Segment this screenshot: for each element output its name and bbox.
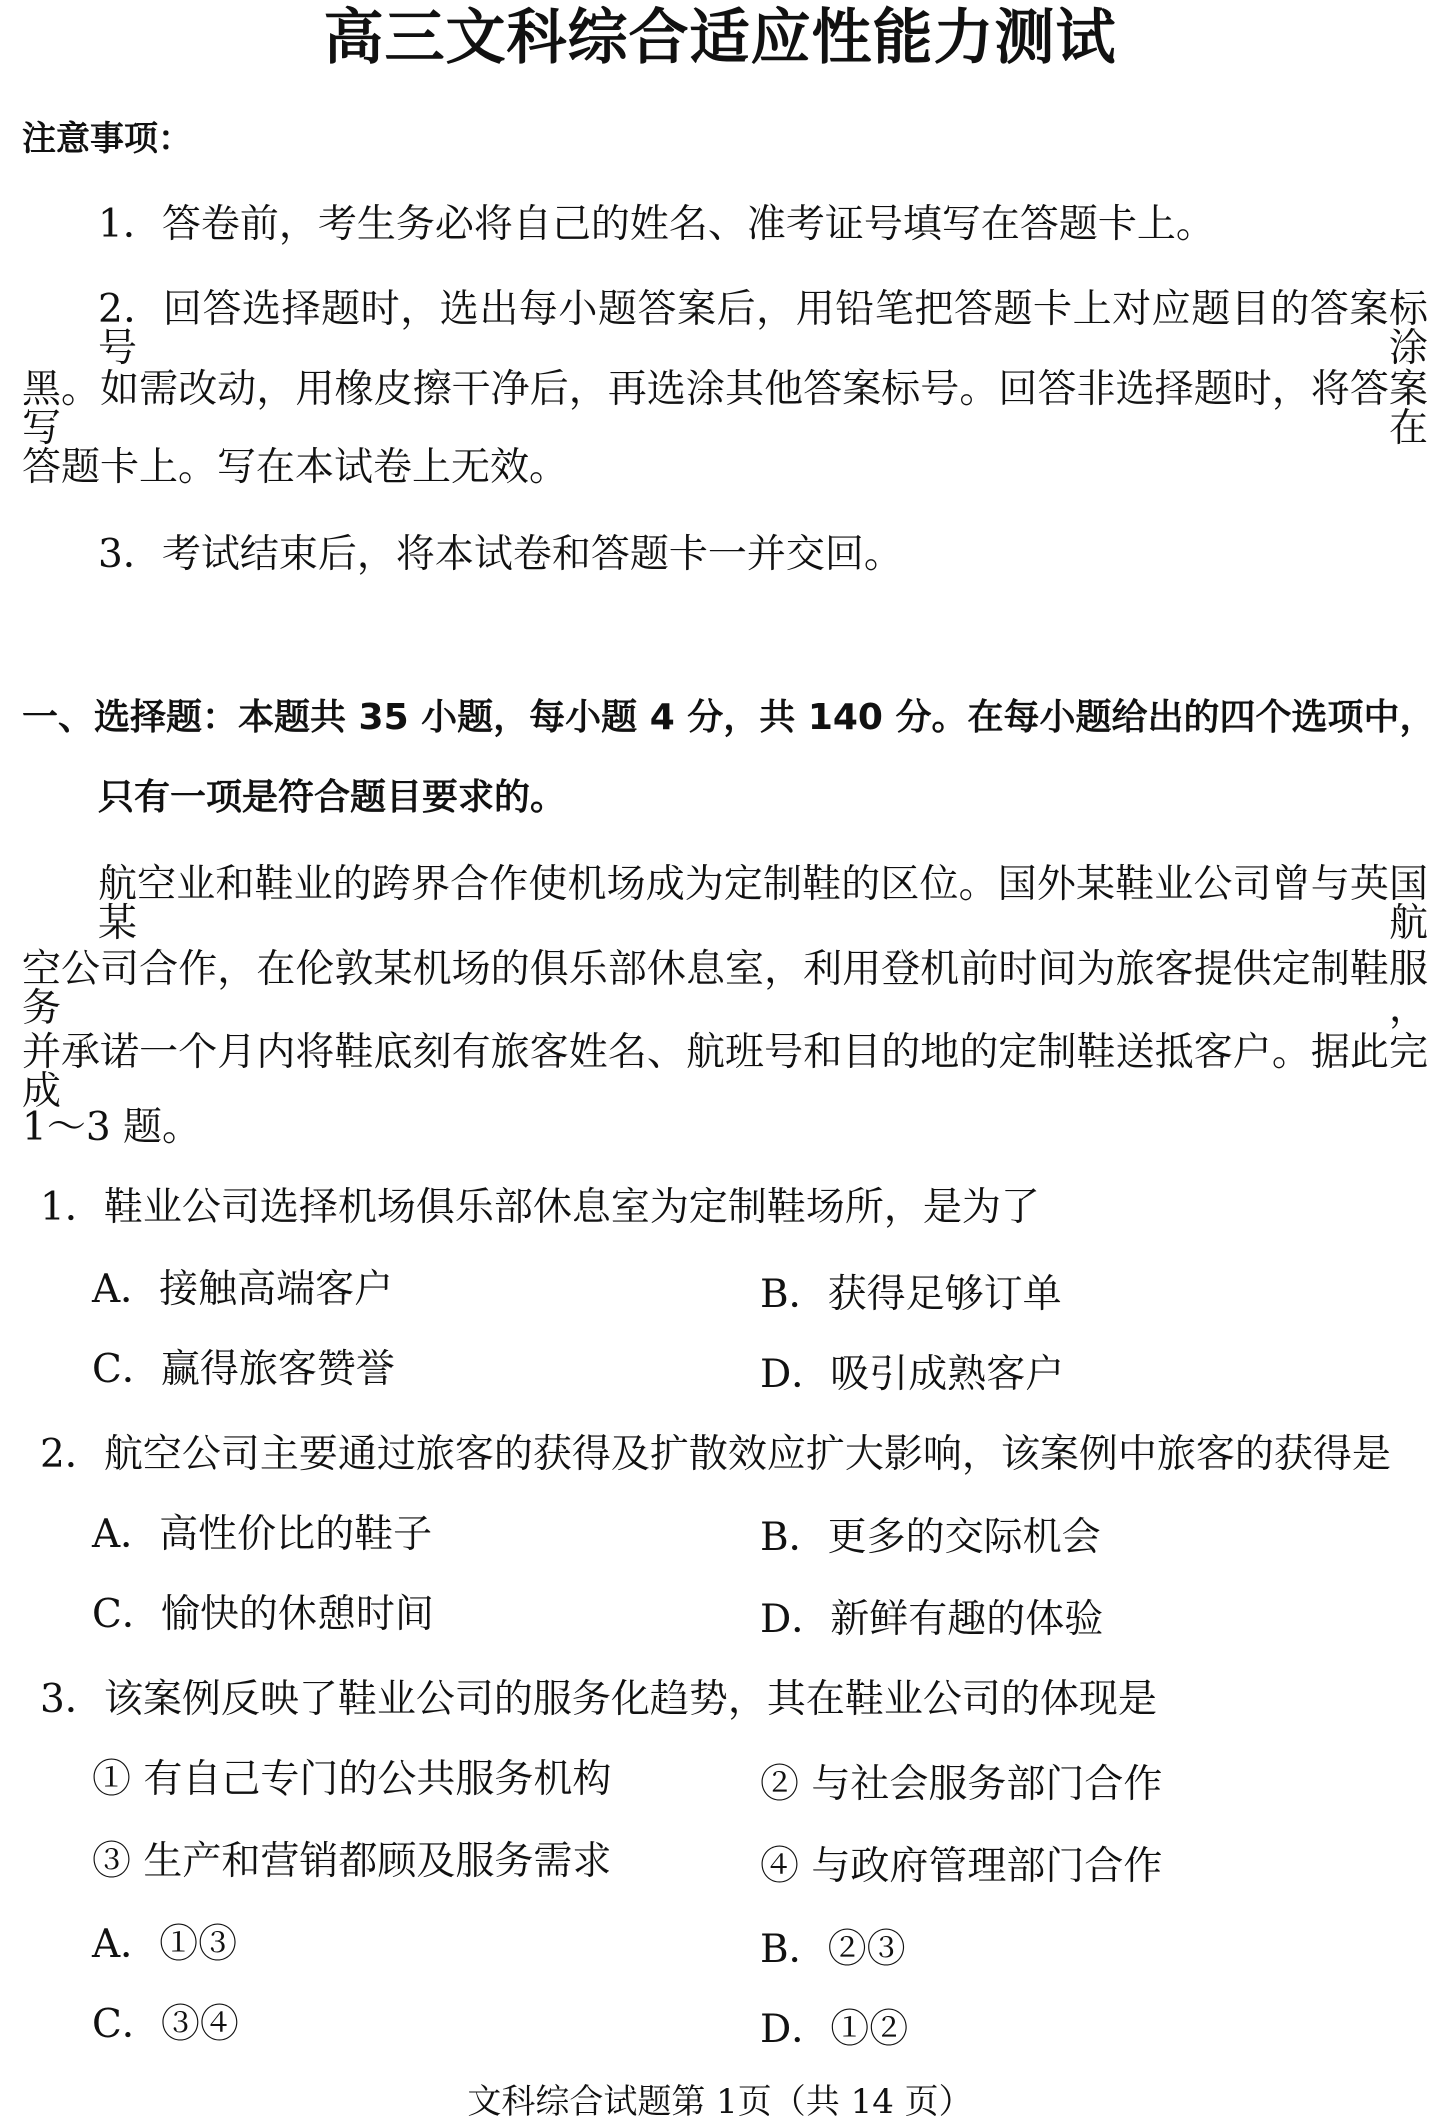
question-2-option-d: D．新鲜有趣的体验 [760, 1597, 1104, 1642]
passage-line-2: 空公司合作，在伦敦某机场的俱乐部休息室，利用登机前时间为旅客提供定制鞋服务， [22, 947, 1428, 1031]
notice-item-1: 1．答卷前，考生务必将自己的姓名、准考证号填写在答题卡上。 [98, 202, 1215, 247]
question-3-stem: 3．该案例反映了鞋业公司的服务化趋势，其在鞋业公司的体现是 [40, 1677, 1157, 1722]
question-2-stem: 2．航空公司主要通过旅客的获得及扩散效应扩大影响，该案例中旅客的获得是 [40, 1432, 1391, 1477]
question-3-option-a: A．①③ [92, 1922, 238, 1967]
page-footer: 文科综合试题第 1页（共 14 页） [467, 2082, 973, 2122]
question-3-option-c: C．③④ [92, 2002, 239, 2047]
question-2-option-b: B．更多的交际机会 [760, 1515, 1101, 1560]
section-1-heading-line-1: 一、选择题：本题共 35 小题，每小题 4 分，共 140 分。在每小题给出的四个选项中， [22, 697, 1436, 738]
notice-heading: 注意事项： [22, 119, 192, 159]
notice-item-3: 3．考试结束后，将本试卷和答题卡一并交回。 [98, 532, 903, 577]
passage-line-4: 1～3 题。 [22, 1105, 202, 1150]
passage-line-3: 并承诺一个月内将鞋底刻有旅客姓名、航班号和目的地的定制鞋送抵客户。据此完成 [22, 1030, 1428, 1114]
question-1-stem: 1．鞋业公司选择机场俱乐部休息室为定制鞋场所，是为了 [40, 1185, 1040, 1230]
question-3-statement-2: ② 与社会服务部门合作 [760, 1762, 1163, 1807]
question-3-option-b: B．②③ [760, 1927, 906, 1972]
question-1-option-c: C．赢得旅客赞誉 [92, 1347, 395, 1392]
passage-line-1: 航空业和鞋业的跨界合作使机场成为定制鞋的区位。国外某鞋业公司曾与英国某航 [98, 862, 1428, 946]
notice-item-2-line-1: 2．回答选择题时，选出每小题答案后，用铅笔把答题卡上对应题目的答案标号涂 [98, 287, 1428, 371]
section-1-heading-line-2: 只有一项是符合题目要求的。 [98, 777, 567, 818]
question-3-option-d: D．①② [760, 2007, 909, 2052]
question-3-statement-4: ④ 与政府管理部门合作 [760, 1844, 1163, 1889]
exam-title: 高三文科综合适应性能力测试 [323, 3, 1117, 73]
question-1-option-d: D．吸引成熟客户 [760, 1352, 1065, 1397]
notice-item-2-line-3: 答题卡上。写在本试卷上无效。 [22, 445, 569, 490]
question-2-option-c: C．愉快的休憩时间 [92, 1592, 434, 1637]
question-2-option-a: A．高性价比的鞋子 [92, 1512, 433, 1557]
notice-item-2-line-2: 黑。如需改动，用橡皮擦干净后，再选涂其他答案标号。回答非选择题时，将答案写在 [22, 367, 1428, 451]
question-1-option-b: B．获得足够订单 [760, 1272, 1062, 1317]
question-3-statement-1: ① 有自己专门的公共服务机构 [92, 1757, 612, 1802]
question-3-statement-3: ③ 生产和营销都顾及服务需求 [92, 1839, 612, 1884]
question-1-option-a: A．接触高端客户 [92, 1267, 394, 1312]
